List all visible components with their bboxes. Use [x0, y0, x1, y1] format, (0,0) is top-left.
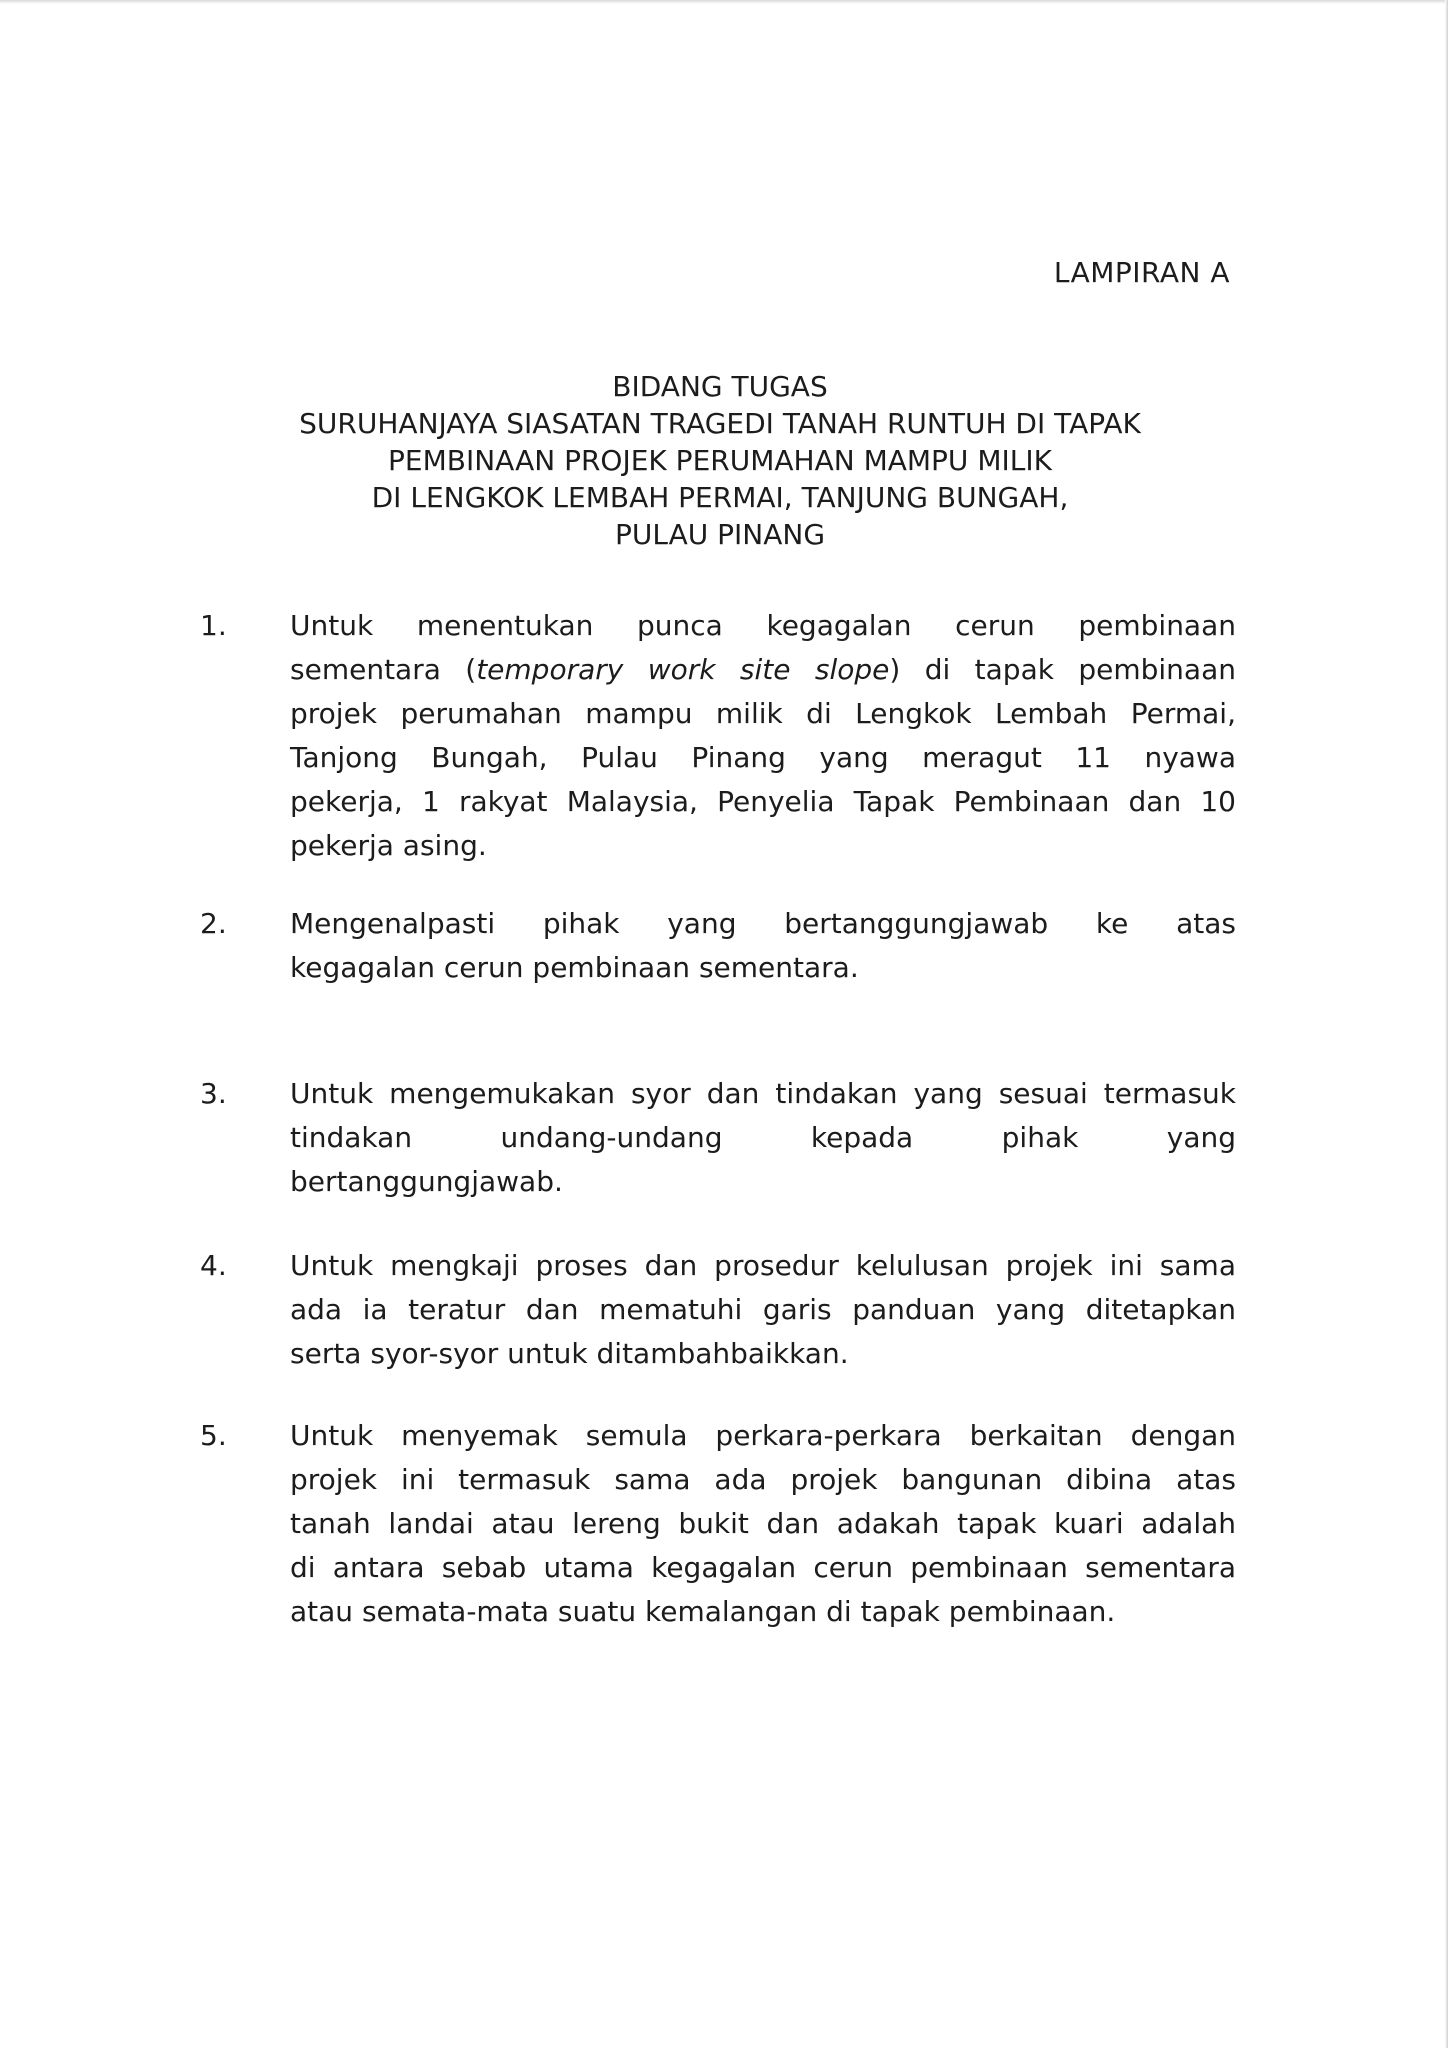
item-number: 5. [200, 1419, 227, 1452]
item-line: tindakan undang-undang kepada pihak yang [290, 1121, 1236, 1154]
item-line: pekerja, 1 rakyat Malaysia, Penyelia Tapak Pembinaan dan 10 [290, 785, 1236, 818]
item-number: 4. [200, 1249, 227, 1282]
item-line: Untuk mengkaji proses dan prosedur kelulusan projek ini sama [290, 1249, 1236, 1282]
title-line: PEMBINAAN PROJEK PERUMAHAN MAMPU MILIK [388, 444, 1052, 477]
item-line: Mengenalpasti pihak yang bertanggungjawab ke atas [290, 907, 1236, 940]
item-line-part: sementara ( [290, 653, 477, 686]
item-line: ada ia teratur dan mematuhi garis panduan yang ditetapkan [290, 1293, 1236, 1326]
title-line: PULAU PINANG [614, 518, 826, 551]
item-line: Untuk menyemak semula perkara-perkara berkaitan dengan [290, 1419, 1236, 1452]
item-line: Tanjong Bungah, Pulau Pinang yang meragut 11 nyawa [290, 741, 1236, 774]
title-line: BIDANG TUGAS [612, 370, 828, 403]
item-line: pekerja asing. [290, 829, 487, 862]
item-line: serta syor-syor untuk ditambahbaikkan. [290, 1337, 849, 1370]
item-line: projek ini termasuk sama ada projek bangunan dibina atas [290, 1463, 1236, 1496]
item-text [290, 1244, 1236, 1376]
item-line [290, 648, 1236, 692]
item-line: bertanggungjawab. [290, 1165, 563, 1198]
item-line-part: ) di tapak pembinaan [889, 653, 1236, 686]
item-number: 2. [200, 907, 227, 940]
item-line: Untuk menentukan punca kegagalan cerun pembinaan [290, 609, 1236, 642]
item-line: tanah landai atau lereng bukit dan adakah tapak kuari adalah [290, 1507, 1236, 1540]
title-line: DI LENGKOK LEMBAH PERMAI, TANJUNG BUNGAH, [371, 481, 1069, 514]
item-line: atau semata-mata suatu kemalangan di tapak pembinaan. [290, 1595, 1116, 1628]
title-line: SURUHANJAYA SIASATAN TRAGEDI TANAH RUNTUH DI TAPAK [299, 407, 1141, 440]
item-number: 3. [200, 1077, 227, 1110]
item-line-italic: temporary work site slope [476, 653, 890, 686]
item-number: 1. [200, 609, 227, 642]
item-line: kegagalan cerun pembinaan sementara. [290, 951, 859, 984]
item-line: projek perumahan mampu milik di Lengkok Lembah Permai, [290, 697, 1236, 730]
item-line: Untuk mengemukakan syor dan tindakan yang sesuai termasuk [290, 1077, 1236, 1110]
item-text [290, 1072, 1236, 1204]
appendix-label: LAMPIRAN A [1053, 256, 1230, 289]
item-line: di antara sebab utama kegagalan cerun pembinaan sementara [290, 1551, 1236, 1584]
scan-edge-top [0, 0, 1448, 4]
item-text [290, 604, 1236, 868]
item-text [290, 1414, 1236, 1634]
item-text [290, 902, 1236, 990]
document-title [180, 368, 1260, 553]
